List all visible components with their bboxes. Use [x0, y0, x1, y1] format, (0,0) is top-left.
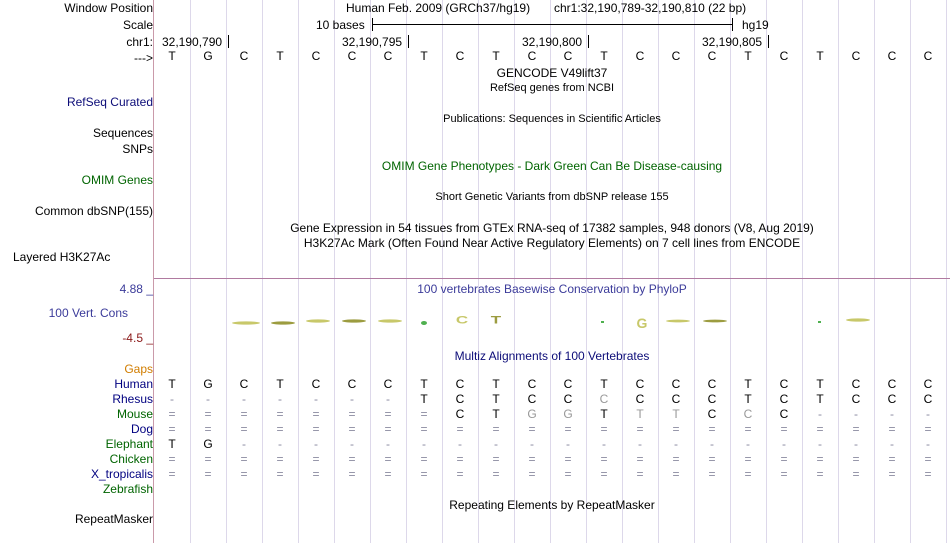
- alignment-base: =: [528, 422, 536, 436]
- alignment-base: =: [348, 467, 356, 481]
- track-divider: [154, 278, 950, 279]
- alignment-base: -: [242, 392, 246, 406]
- multiz-track-title[interactable]: Multiz Alignments of 100 Vertebrates: [454, 349, 650, 363]
- base-letter: C: [347, 49, 357, 63]
- alignment-base: T: [420, 392, 428, 406]
- alignment-base: T: [168, 377, 176, 391]
- alignment-base: C: [311, 377, 321, 391]
- alignment-base: =: [168, 467, 176, 481]
- alignment-base: -: [386, 392, 390, 406]
- ruler-mark-2: [408, 35, 409, 48]
- alignment-base: C: [347, 377, 357, 391]
- alignment-base: -: [278, 392, 282, 406]
- phylop-track-title[interactable]: 100 vertebrates Basewise Conservation by PhyloP: [417, 282, 687, 296]
- alignment-base: C: [923, 392, 933, 406]
- alignment-base: =: [816, 452, 824, 466]
- alignment-base: =: [492, 467, 500, 481]
- alignment-base: C: [671, 392, 681, 406]
- publications-track-title[interactable]: Publications: Sequences in Scientific Articles: [443, 113, 661, 125]
- alignment-base: C: [743, 407, 753, 421]
- scale-text: 10 bases: [316, 18, 365, 32]
- ruler-mark-1: [228, 35, 229, 48]
- alignment-base: C: [779, 392, 789, 406]
- alignment-base: -: [206, 392, 210, 406]
- alignment-base: =: [600, 422, 608, 436]
- sequences-label[interactable]: Sequences: [92, 126, 153, 140]
- base-letter: C: [239, 49, 249, 63]
- alignment-base: =: [312, 467, 320, 481]
- base-letter: T: [744, 49, 752, 63]
- alignment-base: -: [818, 437, 822, 451]
- gencode-track-title[interactable]: GENCODE V49lift37: [496, 66, 608, 80]
- alignment-base: =: [564, 467, 572, 481]
- alignment-base: -: [926, 437, 930, 451]
- repeatmasker-label[interactable]: RepeatMasker: [74, 512, 153, 526]
- alignment-base: =: [780, 422, 788, 436]
- alignment-base: =: [456, 467, 464, 481]
- alignment-base: C: [239, 377, 249, 391]
- alignment-base: =: [240, 407, 248, 421]
- alignment-base: =: [852, 452, 860, 466]
- alignment-base: =: [924, 422, 932, 436]
- alignment-base: T: [168, 437, 176, 451]
- alignment-base: =: [312, 422, 320, 436]
- alignment-base: =: [528, 452, 536, 466]
- alignment-base: =: [708, 452, 716, 466]
- ruler-tick-4: 32,190,805: [702, 35, 763, 49]
- alignment-base: =: [348, 422, 356, 436]
- alignment-base: =: [240, 452, 248, 466]
- base-letter: C: [707, 49, 717, 63]
- alignment-base: =: [312, 452, 320, 466]
- base-letter: G: [203, 49, 213, 63]
- refseq-track-title[interactable]: RefSeq genes from NCBI: [489, 82, 615, 94]
- alignment-base: C: [887, 377, 897, 391]
- alignment-base: =: [384, 422, 392, 436]
- alignment-base: =: [168, 407, 176, 421]
- base-letter: T: [600, 49, 608, 63]
- alignment-base: T: [816, 392, 824, 406]
- base-letter: C: [563, 49, 573, 63]
- alignment-base: =: [852, 422, 860, 436]
- alignment-base: =: [888, 422, 896, 436]
- alignment-base: =: [420, 452, 428, 466]
- alignment-base: -: [746, 437, 750, 451]
- window-position-label: Window Position: [64, 1, 153, 15]
- alignment-base: G: [203, 377, 213, 391]
- alignment-base: T: [420, 377, 428, 391]
- alignment-base: C: [779, 407, 789, 421]
- alignment-base: =: [888, 452, 896, 466]
- alignment-base: =: [384, 467, 392, 481]
- alignment-base: C: [887, 392, 897, 406]
- alignment-base: =: [240, 467, 248, 481]
- alignment-base: C: [635, 377, 645, 391]
- alignment-base: =: [924, 467, 932, 481]
- alignment-base: C: [527, 392, 537, 406]
- alignment-base: C: [527, 377, 537, 391]
- ruler-tick-2: 32,190,795: [342, 35, 403, 49]
- alignment-base: =: [564, 452, 572, 466]
- alignment-base: =: [168, 422, 176, 436]
- alignment-base: =: [420, 467, 428, 481]
- alignment-base: -: [854, 437, 858, 451]
- alignment-base: T: [636, 407, 644, 421]
- common-dbsnp-label[interactable]: Common dbSNP(155): [34, 204, 153, 218]
- alignment-base: T: [600, 407, 608, 421]
- alignment-base: =: [924, 452, 932, 466]
- base-letter: T: [276, 49, 284, 63]
- alignment-base: =: [528, 467, 536, 481]
- alignment-base: T: [744, 377, 752, 391]
- alignment-base: =: [204, 407, 212, 421]
- alignment-base: -: [278, 437, 282, 451]
- alignment-base: T: [492, 377, 500, 391]
- gtex-track-title[interactable]: Gene Expression in 54 tissues from GTEx RNA-seq of 17382 samples, 948 donors (V8, Aug 2019): [290, 221, 814, 235]
- alignment-base: =: [276, 407, 284, 421]
- alignment-base: -: [314, 437, 318, 451]
- refseq-curated-label[interactable]: RefSeq Curated: [66, 95, 153, 109]
- base-letter: C: [887, 49, 897, 63]
- alignment-base: C: [455, 377, 465, 391]
- ruler-mark-3: [588, 35, 589, 48]
- alignment-base: C: [671, 377, 681, 391]
- gaps-label[interactable]: Gaps: [124, 362, 153, 376]
- alignment-base: C: [599, 392, 609, 406]
- alignment-base: =: [636, 422, 644, 436]
- alignment-base: -: [818, 407, 822, 421]
- base-letter: T: [816, 49, 824, 63]
- h3k27ac-track-title[interactable]: H3K27Ac Mark (Often Found Near Active Regulatory Elements) on 7 cell lines from ENCODE: [303, 236, 801, 250]
- alignment-base: -: [566, 437, 570, 451]
- alignment-base: -: [782, 437, 786, 451]
- alignment-base: C: [707, 377, 717, 391]
- svg-text:T: T: [490, 314, 502, 327]
- alignment-base: C: [923, 377, 933, 391]
- alignment-base: C: [635, 392, 645, 406]
- alignment-base: -: [890, 407, 894, 421]
- alignment-base: =: [744, 422, 752, 436]
- base-letter: C: [527, 49, 537, 63]
- alignment-base: =: [672, 422, 680, 436]
- alignment-base: C: [851, 377, 861, 391]
- ruler-tick-3: 32,190,800: [522, 35, 583, 49]
- alignment-base: =: [204, 422, 212, 436]
- species-label-human[interactable]: Human: [114, 377, 153, 391]
- alignment-base: =: [672, 467, 680, 481]
- species-label-rhesus[interactable]: Rhesus: [112, 392, 153, 406]
- alignment-base: =: [384, 452, 392, 466]
- position-text: chr1:32,190,789-32,190,810 (22 bp): [554, 1, 747, 15]
- strand-arrow-label[interactable]: --->: [134, 51, 153, 65]
- alignment-base: =: [276, 452, 284, 466]
- alignment-base: =: [708, 422, 716, 436]
- alignment-base: -: [494, 437, 498, 451]
- alignment-base: =: [852, 467, 860, 481]
- alignment-base: =: [168, 452, 176, 466]
- alignment-base: =: [780, 452, 788, 466]
- alignment-base: =: [888, 467, 896, 481]
- base-letter: C: [635, 49, 645, 63]
- alignment-base: -: [890, 437, 894, 451]
- alignment-base: =: [744, 452, 752, 466]
- alignment-base: =: [816, 467, 824, 481]
- vert-cons-label[interactable]: 100 Vert. Cons: [48, 306, 128, 320]
- alignment-base: -: [710, 437, 714, 451]
- alignment-base: C: [707, 407, 717, 421]
- alignment-base: -: [386, 437, 390, 451]
- alignment-base: =: [240, 422, 248, 436]
- alignment-base: =: [492, 452, 500, 466]
- alignment-base: -: [170, 392, 174, 406]
- alignment-base: =: [420, 407, 428, 421]
- alignment-base: -: [926, 407, 930, 421]
- assembly-title: Human Feb. 2009 (GRCh37/hg19): [346, 1, 531, 15]
- alignment-base: G: [527, 407, 537, 421]
- alignment-base: T: [600, 377, 608, 391]
- alignment-base: G: [203, 437, 213, 451]
- base-letter: T: [168, 49, 176, 63]
- alignment-base: -: [602, 437, 606, 451]
- alignment-base: T: [672, 407, 680, 421]
- alignment-base: -: [314, 392, 318, 406]
- svg-text:G: G: [636, 315, 648, 331]
- cons-max-label: 4.88 _: [119, 282, 153, 296]
- scale-label: Scale: [122, 18, 153, 32]
- omim-track-title[interactable]: OMIM Gene Phenotypes - Dark Green Can Be Disease-causing: [381, 159, 723, 173]
- alignment-base: =: [744, 467, 752, 481]
- alignment-base: =: [492, 422, 500, 436]
- chr-label: chr1:: [126, 35, 153, 49]
- species-label-zebrafish[interactable]: Zebrafish: [102, 482, 153, 496]
- alignment-base: C: [563, 392, 573, 406]
- species-label-chicken[interactable]: Chicken: [109, 452, 153, 466]
- snps-label[interactable]: SNPs: [122, 142, 153, 156]
- dbsnp-track-title[interactable]: Short Genetic Variants from dbSNP release 155: [435, 191, 669, 203]
- alignment-base: =: [420, 422, 428, 436]
- alignment-base: G: [563, 407, 573, 421]
- alignment-base: T: [816, 377, 824, 391]
- alignment-base: T: [744, 392, 752, 406]
- alignment-base: =: [456, 452, 464, 466]
- base-letter: C: [311, 49, 321, 63]
- alignment-base: T: [492, 407, 500, 421]
- alignment-base: =: [276, 422, 284, 436]
- species-label-x_tropicalis[interactable]: X_tropicalis: [90, 467, 153, 481]
- base-letter: C: [923, 49, 933, 63]
- alignment-base: =: [456, 422, 464, 436]
- alignment-base: C: [779, 377, 789, 391]
- alignment-base: =: [348, 452, 356, 466]
- svg-text:C: C: [455, 314, 469, 327]
- alignment-base: =: [672, 452, 680, 466]
- alignment-base: =: [312, 407, 320, 421]
- base-letter: C: [779, 49, 789, 63]
- alignment-base: -: [638, 437, 642, 451]
- alignment-base: =: [780, 467, 788, 481]
- base-letter: T: [492, 49, 500, 63]
- alignment-base: C: [455, 407, 465, 421]
- alignment-base: =: [276, 467, 284, 481]
- alignment-base: =: [384, 407, 392, 421]
- alignment-base: T: [276, 377, 284, 391]
- species-label-mouse[interactable]: Mouse: [116, 407, 153, 421]
- alignment-base: -: [350, 392, 354, 406]
- alignment-base: =: [348, 407, 356, 421]
- conservation-logo: [154, 308, 950, 334]
- ruler-mark-4: [768, 35, 769, 48]
- alignment-base: T: [492, 392, 500, 406]
- alignment-base: =: [600, 467, 608, 481]
- alignment-base: =: [204, 467, 212, 481]
- cons-min-label: -4.5 _: [122, 331, 153, 345]
- alignment-base: -: [458, 437, 462, 451]
- alignment-base: -: [242, 437, 246, 451]
- base-letter: T: [420, 49, 428, 63]
- species-label-dog[interactable]: Dog: [130, 422, 153, 436]
- species-label-elephant[interactable]: Elephant: [105, 437, 153, 451]
- scale-bar: [373, 24, 732, 25]
- alignment-base: =: [708, 467, 716, 481]
- alignment-base: -: [422, 437, 426, 451]
- alignment-base: -: [854, 407, 858, 421]
- alignment-base: =: [600, 452, 608, 466]
- alignment-base: C: [455, 392, 465, 406]
- db-tag: hg19: [742, 18, 769, 32]
- alignment-base: -: [674, 437, 678, 451]
- base-letter: C: [383, 49, 393, 63]
- alignment-base: C: [707, 392, 717, 406]
- base-letter: C: [851, 49, 861, 63]
- base-letter: C: [671, 49, 681, 63]
- omim-genes-label[interactable]: OMIM Genes: [81, 173, 153, 187]
- alignment-base: C: [383, 377, 393, 391]
- ruler-tick-1: 32,190,790: [162, 35, 223, 49]
- alignment-base: =: [564, 422, 572, 436]
- alignment-base: =: [636, 467, 644, 481]
- alignment-base: =: [204, 452, 212, 466]
- alignment-base: C: [851, 392, 861, 406]
- alignment-base: -: [530, 437, 534, 451]
- scale-bar-right-tick: [732, 18, 733, 31]
- alignment-base: =: [636, 452, 644, 466]
- base-letter: C: [455, 49, 465, 63]
- layered-h3k27ac-label[interactable]: Layered H3K27Ac: [13, 250, 111, 264]
- repeatmasker-track-title[interactable]: Repeating Elements by RepeatMasker: [449, 498, 655, 512]
- alignment-base: -: [350, 437, 354, 451]
- alignment-base: C: [563, 377, 573, 391]
- alignment-base: =: [816, 422, 824, 436]
